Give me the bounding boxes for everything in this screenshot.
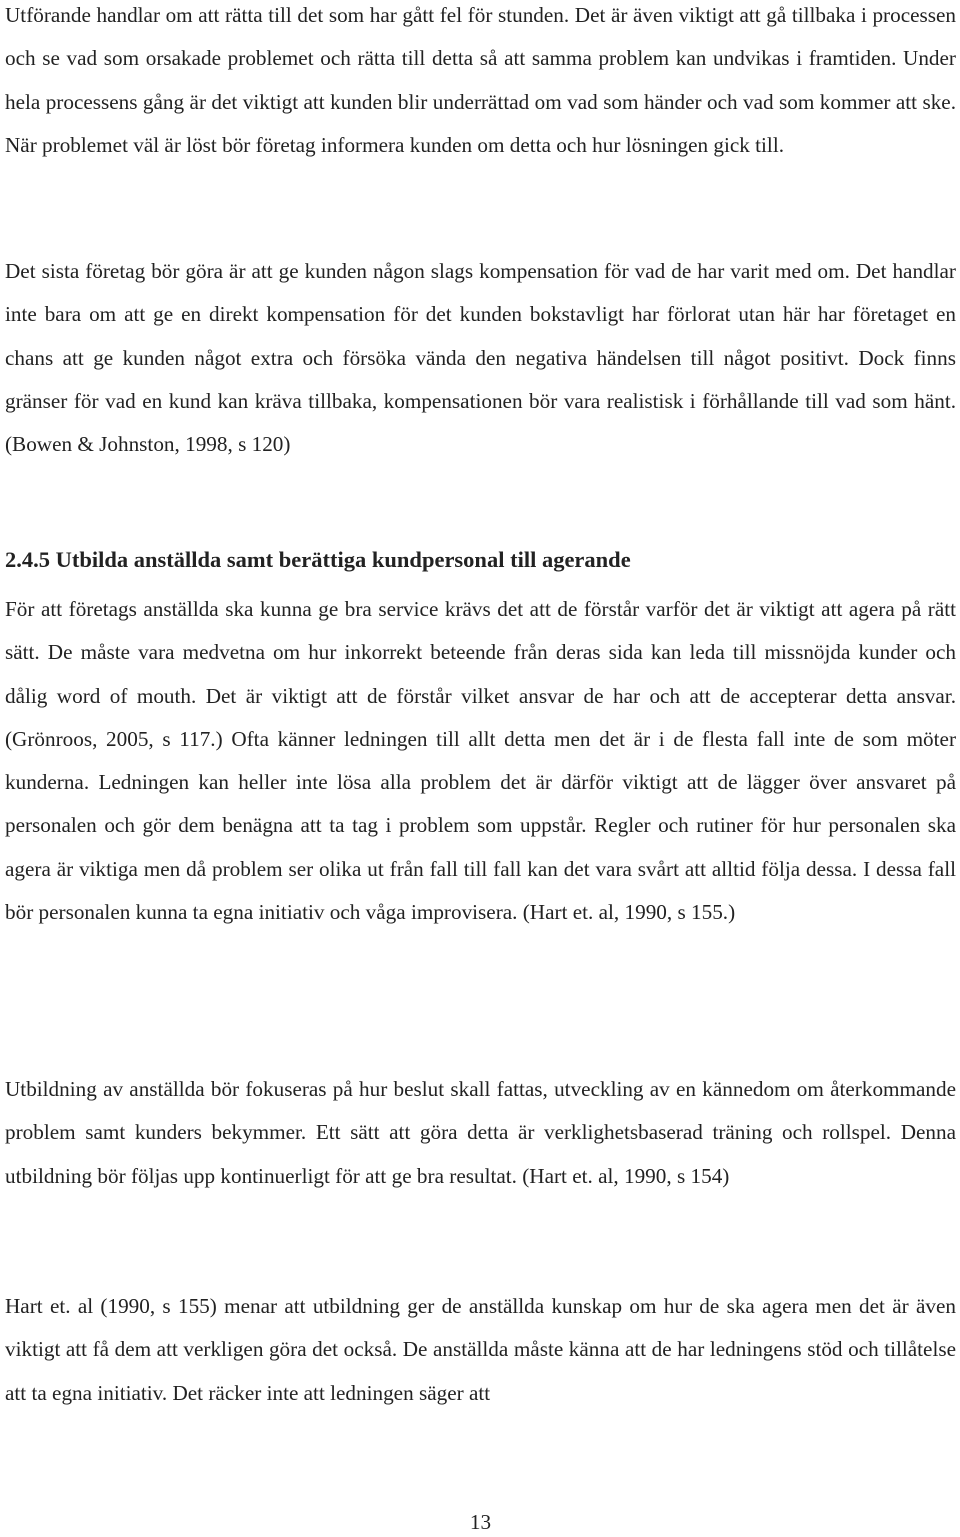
body-paragraph: Utförande handlar om att rätta till det som har gått fel för stunden. Det är även viktigt att gå tillbaka i processen och se vad som orsakade problemet och rätta till detta så att samma problem kan undvikas i framtiden. Under hela processens gång är det viktigt att kunden blir underrättad om vad som händer och vad som kommer att ske. När problemet väl är löst bör företag informera kunden om detta och hur lösningen gick till.	[5, 3, 956, 157]
page-number: 13	[469, 1510, 492, 1534]
body-paragraph: Hart et. al (1990, s 155) menar att utbildning ger de anställda kunskap om hur de ska agera men det är även viktigt att få dem att verkligen göra det också. De anställda måste känna att de har ledningens stöd och tillåtelse att ta egna initiativ. Det räcker inte att ledningen säger att	[5, 1294, 956, 1405]
body-paragraph: Det sista företag bör göra är att ge kunden någon slags kompensation för vad de har varit med om. Det handlar inte bara om att ge en direkt kompensation för det kunden bokstavligt har förlorat utan här har företaget en chans att ge kunden något extra och försöka vända den negativa händelsen till något positivt. Dock finns gränser för vad en kund kan kräva tillbaka, kompensationen bör vara realistisk i förhållande till vad som hänt. (Bowen & Johnston, 1998, s 120)	[5, 259, 956, 457]
body-paragraph: Utbildning av anställda bör fokuseras på hur beslut skall fattas, utveckling av en kännedom om återkommande problem samt kunders bekymmer. Ett sätt att göra detta är verklighetsbaserad träning och rollspel. Denna utbildning bör följas upp kontinuerligt för att ge bra resultat. (Hart et. al, 1990, s 154)	[5, 1077, 956, 1188]
body-paragraph: För att företags anställda ska kunna ge bra service krävs det att de förstår varför det är viktigt att agera på rätt sätt. De måste vara medvetna om hur inkorrekt beteende från deras sida kan leda till missnöjda kunder och dålig word of mouth. Det är viktigt att de förstår vilket ansvar de har och att de accepterar detta ansvar. (Grönroos, 2005, s 117.) Ofta känner ledningen till allt detta men det är i de flesta fall inte de som möter kunderna. Ledningen kan heller inte lösa alla problem det är därför viktigt att de lägger över ansvaret på personalen och gör dem benägna att ta tag i problem som uppstår. Regler och rutiner för hur personalen ska agera är viktiga men då problem ser olika ut från fall till fall kan det vara svårt att alltid följa dessa. I dessa fall bör personalen kunna ta egna initiativ och våga improvisera. (Hart et. al, 1990, s 155.)	[5, 597, 956, 925]
document-page	[5, 0, 956, 1537]
section-heading: 2.4.5 Utbilda anställda samt berättiga kundpersonal till agerande	[5, 547, 631, 572]
